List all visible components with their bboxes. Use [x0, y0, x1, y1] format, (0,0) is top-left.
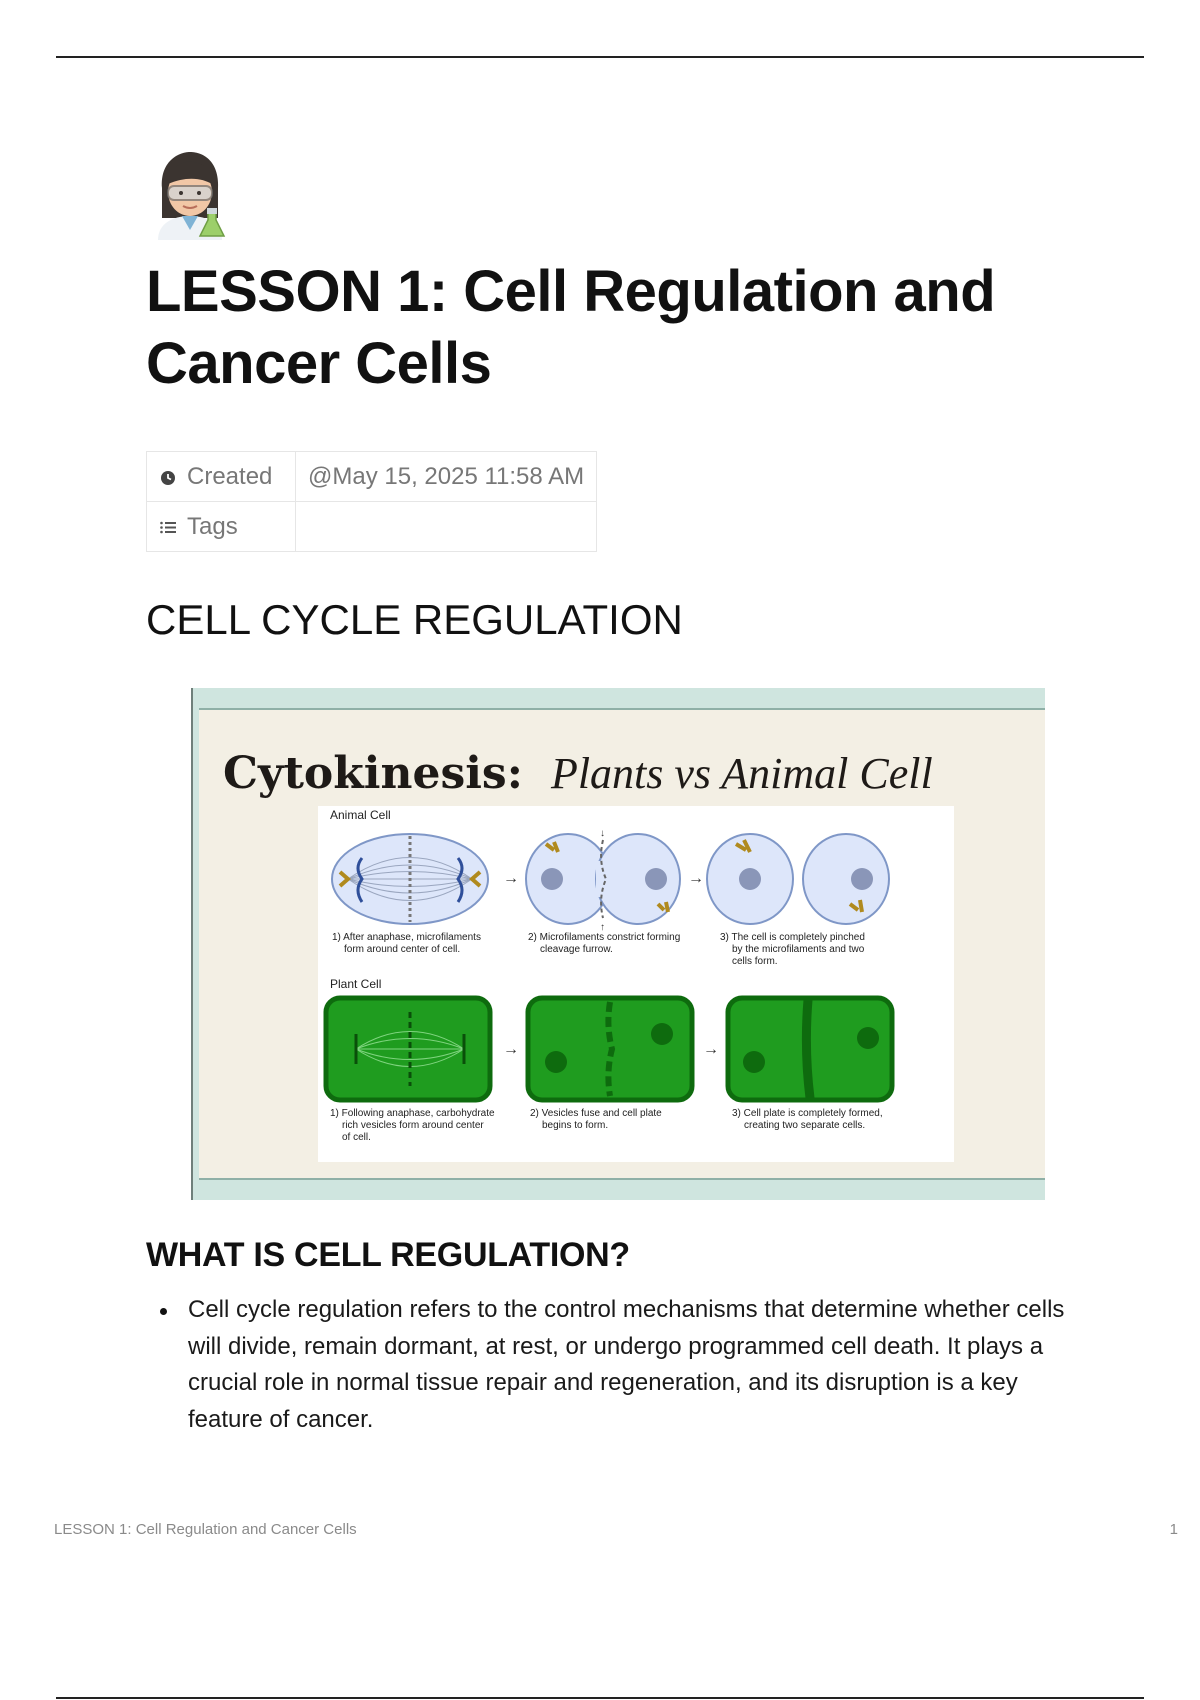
bottom-rule [56, 1697, 1144, 1699]
svg-text:↓: ↓ [600, 828, 605, 839]
svg-text:→: → [503, 870, 519, 887]
property-key-created [147, 452, 296, 502]
scientist-emoji-icon [150, 148, 230, 240]
section-heading-cell-cycle-regulation: CELL CYCLE REGULATION [146, 596, 683, 643]
property-key-tags [147, 502, 296, 552]
svg-text:creating two separate cells.: creating two separate cells. [744, 1120, 866, 1131]
figure-title [223, 748, 933, 799]
property-label: Tags [187, 512, 238, 540]
property-value-tags[interactable] [296, 502, 597, 552]
animal-captions [332, 932, 865, 967]
svg-text:of cell.: of cell. [342, 1132, 371, 1143]
animal-stage-3 [707, 834, 889, 924]
property-row-created[interactable] [147, 452, 597, 502]
svg-text:↑: ↑ [600, 922, 605, 933]
top-rule [56, 56, 1144, 58]
property-row-tags[interactable] [147, 502, 597, 552]
svg-text:1) Following anaphase, carbohy: 1) Following anaphase, carbohydrate [330, 1108, 495, 1119]
svg-text:2) Vesicles fuse and cell plat: 2) Vesicles fuse and cell plate [530, 1108, 662, 1119]
svg-text:→: → [703, 1041, 719, 1058]
property-value-created: @May 15, 2025 11:58 AM [296, 452, 597, 502]
svg-text:by the microfilaments and two: by the microfilaments and two [732, 944, 865, 955]
svg-text:3) The cell is completely pinc: 3) The cell is completely pinched [720, 932, 865, 943]
svg-text:rich vesicles form around cent: rich vesicles form around center [342, 1120, 484, 1131]
animal-cell-label: Animal Cell [330, 808, 391, 822]
section-heading-what-is-cell-regulation: WHAT IS CELL REGULATION? [146, 1236, 630, 1274]
svg-text:cleavage furrow.: cleavage furrow. [540, 944, 613, 955]
list-icon [159, 518, 177, 536]
svg-text:2) Microfilaments constrict fo: 2) Microfilaments constrict forming [528, 932, 681, 943]
figure-title-bold: Cytokinesis: [223, 748, 523, 799]
svg-text:begins to form.: begins to form. [542, 1120, 609, 1131]
svg-text:form around center of cell.: form around center of cell. [344, 944, 461, 955]
property-label: Created [187, 462, 273, 490]
svg-text:1) After anaphase, microfilame: 1) After anaphase, microfilaments [332, 932, 481, 943]
plant-stage-1 [326, 998, 490, 1100]
list-item: Cell cycle regulation refers to the control mechanisms that determine whether cells will divide, remain dormant, at rest, or undergo programmed cell death. It plays a crucial role in normal tissue repair and regeneration, and its disruption is a key feature of cancer. [146, 1292, 1096, 1438]
cytokinesis-diagram [318, 806, 954, 1162]
figure-panel [199, 708, 1045, 1180]
page-number: 1 [1169, 1521, 1178, 1538]
svg-text:cells form.: cells form. [732, 956, 778, 967]
plant-captions [330, 1108, 883, 1143]
figure-title-italic: Plants vs Animal Cell [550, 749, 933, 798]
plant-stage-2 [528, 998, 692, 1100]
svg-text:3) Cell plate is completely fo: 3) Cell plate is completely formed, [732, 1108, 883, 1119]
cytokinesis-figure [191, 688, 1045, 1200]
svg-text:→: → [503, 1041, 519, 1058]
animal-stage-2 [526, 828, 680, 933]
plant-cell-label: Plant Cell [330, 977, 382, 991]
svg-text:→: → [688, 870, 704, 887]
page-title: LESSON 1: Cell Regulation and Cancer Cells [146, 259, 996, 396]
properties-table [146, 451, 597, 552]
animal-stage-1 [332, 834, 488, 924]
footer-title: LESSON 1: Cell Regulation and Cancer Cells [54, 1521, 357, 1538]
bullet-list [146, 1292, 1096, 1438]
clock-icon [159, 468, 177, 486]
plant-stage-3 [728, 998, 892, 1100]
